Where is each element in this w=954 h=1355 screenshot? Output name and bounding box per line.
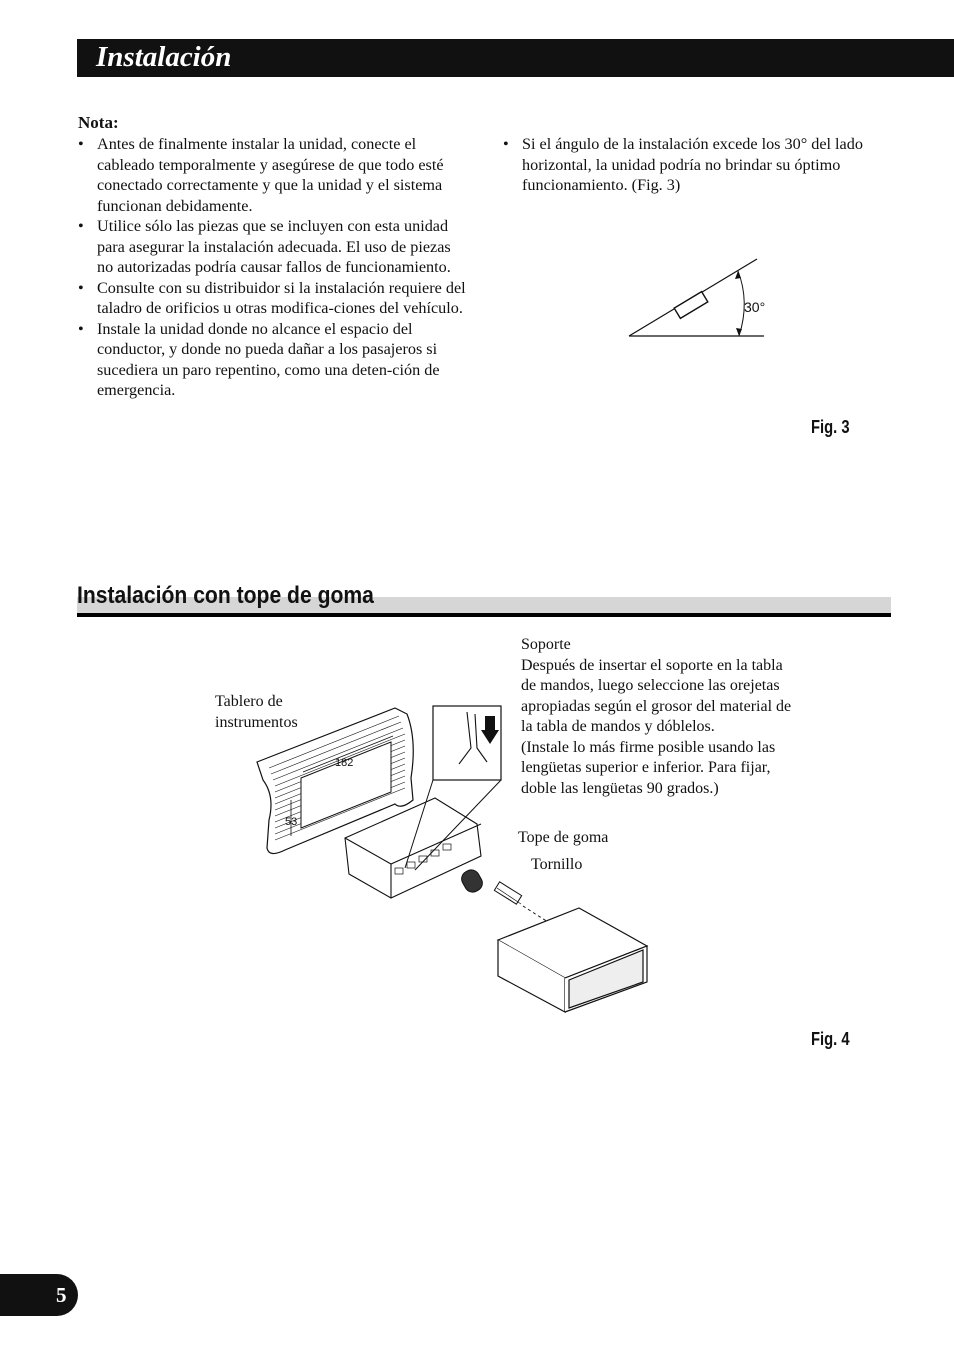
- list-item: • Utilice sólo las piezas que se incluyen con esta unidad para asegurar la instalación adecuada. El uso de piezas no autorizadas podría causar fallos de funcionamiento.: [78, 216, 470, 278]
- dim-height-label: 53: [285, 816, 298, 828]
- dim-width-label: 182: [335, 757, 354, 769]
- soporte-caption: Soporte Después de insertar el soporte en la tabla de mandos, luego seleccione las orejetas apropiadas según el grosor del material de la tabla de mandos y dóblelos. (Instale lo más firme posible usando las lengüetas superior e inferior. Para fijar, doble las lengüetas 90 grados.): [521, 636, 792, 797]
- rubber-bush: [459, 867, 486, 895]
- head-unit: [498, 908, 647, 1012]
- page-title: Instalación: [96, 41, 232, 73]
- nota-heading: Nota:: [78, 113, 119, 132]
- list-item: • Consulte con su distribuidor si la instalación requiere del taladro de orificios u otras modifica-ciones del vehículo.: [78, 278, 470, 319]
- fig4-label: Fig. 4: [811, 1029, 850, 1049]
- list-item: • Si el ángulo de la instalación excede los 30° del lado horizontal, la unidad podría no brindar su óptimo funcionamiento. (Fig. 3): [503, 134, 883, 196]
- screw: [494, 882, 521, 904]
- arrow-head-bottom: [736, 328, 742, 336]
- page-number: 5: [56, 1283, 67, 1307]
- list-item: • Instale la unidad donde no alcance el espacio del conductor, y donde no pueda dañar a los pasajeros si sucediera un paro repentino, como una deten-ción de emergencia.: [78, 319, 470, 401]
- angle-label: 30°: [744, 299, 766, 315]
- section-title: Instalación con tope de goma: [77, 582, 374, 609]
- tope-caption: Tope de goma: [518, 829, 609, 846]
- list-item: • Antes de finalmente instalar la unidad, conecte el cableado temporalmente y asegúrese de que todo esté conectado correctamente y que la unidad y el sistema funcionan debidamente.: [78, 134, 470, 216]
- unit-outline: [674, 292, 708, 319]
- nota-list-right: [503, 134, 883, 196]
- fig3-angle-diagram: [620, 250, 790, 350]
- tornillo-caption: Tornillo: [531, 856, 583, 873]
- fig4-illustration: [245, 700, 665, 1020]
- page-number-tab: [0, 1274, 78, 1316]
- tablero-caption: Tablero de instrumentos: [215, 693, 298, 731]
- nota-list-left: [78, 134, 470, 401]
- fig3-label: Fig. 3: [811, 417, 850, 437]
- header-bar: [77, 39, 954, 77]
